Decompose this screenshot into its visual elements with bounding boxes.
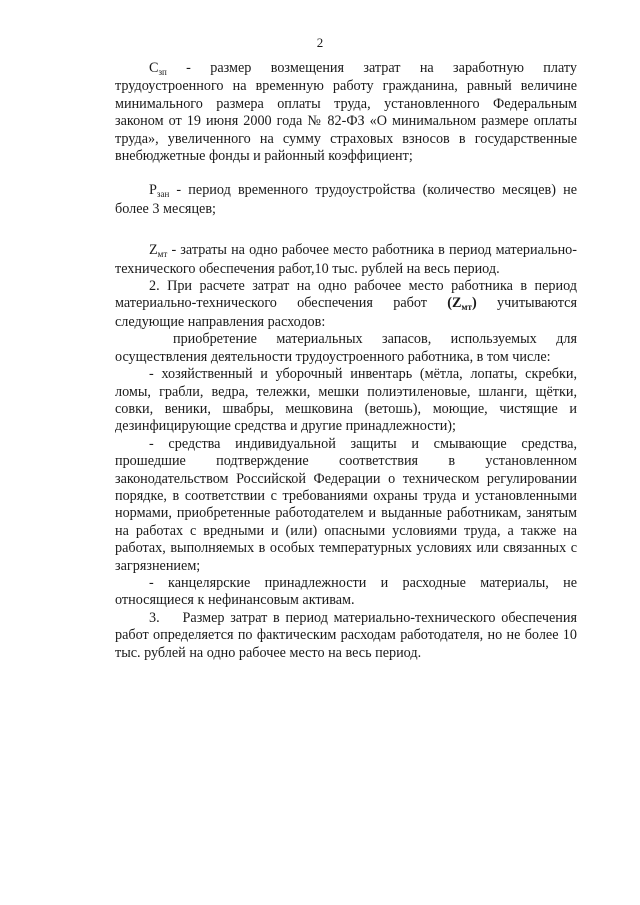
item-3-number: 3.	[149, 609, 160, 626]
bullet-stationery: - канцелярские принадлежности и расходные материалы, не относящиеся к нефинансовым активам.	[115, 574, 577, 609]
definition-czp	[115, 60, 577, 165]
page-number: 2	[316, 35, 324, 50]
item-2	[115, 278, 577, 331]
document-body	[115, 60, 577, 662]
symbol-p-subscript: зан	[156, 189, 170, 200]
definition-zmt	[115, 242, 577, 278]
definition-pzan-text: - период временного трудоустройства (количество месяцев) не более 3 месяцев;	[115, 182, 577, 217]
symbol-c-subscript: зп	[158, 67, 167, 77]
item-3	[115, 610, 577, 662]
definition-zmt-text: - затраты на одно рабочее место работника в период материально-технического обеспечения работ,10 тыс. рублей на весь период.	[115, 242, 577, 277]
acquisition-paragraph: приобретение материальных запасов, используемых для осуществления деятельности трудоустроенного работника, в том числе:	[115, 331, 577, 365]
bullet-inventory: - хозяйственный и уборочный инвентарь (мётла, лопаты, скребки, ломы, грабли, ведра, тележки, мешки полиэтиленовые, шланги, щётки, совки, веники, швабры, мешковина (ветошь), моющие, чистящие и дезинфицирующие средства и другие принадлежности);	[115, 366, 577, 435]
symbol-p: P	[149, 182, 157, 199]
bullet-protective-equipment: - средства индивидуальной защиты и смывающие средства, прошедшие подтверждение соответствия в установленном законодательством Российской Федерации о техническом регулировании порядке, в соответствии с требованиями охраны труда и установленными нормами, приобретенные работодателем и выданные работникам, занятым на работах с вредными и (или) опасными условиями труда, а также на работах, выполняемых в особых температурных условиях или связанных с загрязнением;	[115, 435, 577, 574]
definition-pzan	[115, 182, 577, 218]
symbol-z-subscript: мт	[157, 249, 168, 260]
item-3-text: Размер затрат в период материально-технического обеспечения работ определяется по фактическим расходам работодателя, но не более 10 тыс. рублей на одно рабочее место на весь период.	[115, 609, 577, 661]
item-2-symbol: $(Z_{мт})$	[447, 295, 477, 313]
symbol-c: C	[149, 60, 159, 76]
item-2-outro: учитываются следующие направления расходов:	[115, 295, 577, 330]
item-2-intro: 2. При расчете затрат на одно рабочее место работника в период материально-технического обеспечения работ	[115, 278, 577, 312]
symbol-z: Z	[149, 242, 158, 259]
definition-czp-text: - размер возмещения затрат на заработную плату трудоустроенного на временную работу гражданина, равный величине минимального размера оплаты труда, установленного Федеральным законом от 19 июня 2000 года № 82-ФЗ «О минимальном размере оплаты труда», увеличенного на сумму страховых взносов в государственные внебюджетные фонды и районный коэффициент;	[115, 60, 577, 165]
